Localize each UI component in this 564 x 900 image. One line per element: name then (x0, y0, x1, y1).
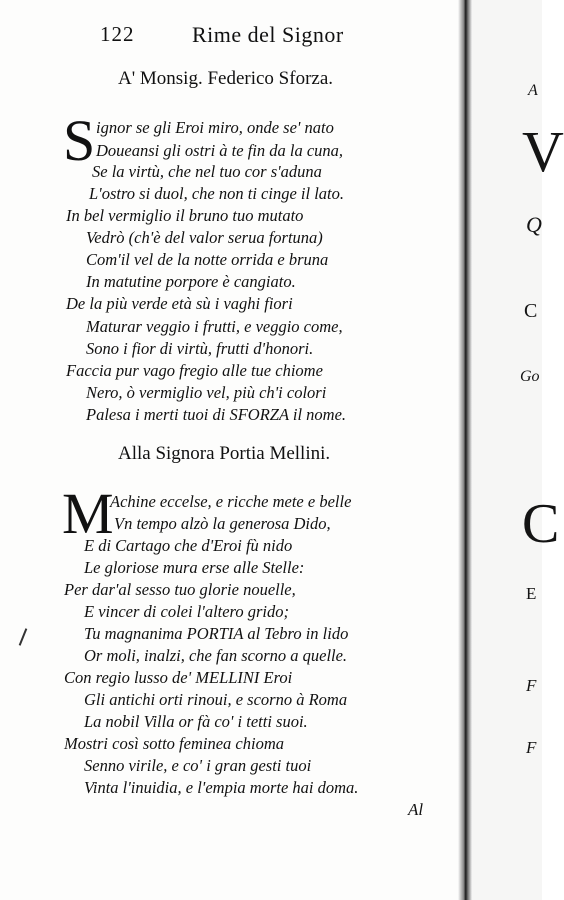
running-title: Rime del Signor (192, 22, 344, 47)
verse-line: Vinta l'inuidia, e l'empia morte hai doma. (84, 778, 359, 797)
verse-line: Con regio lusso de' MELLINI Eroi (64, 668, 293, 687)
page-header (100, 22, 370, 52)
verse-line: Per dar'al sesso tuo glorie nouelle, (64, 580, 296, 599)
facing-page-letter: V (522, 119, 564, 184)
verse-line: Nero, ò vermiglio vel, più ch'i colori (86, 383, 327, 402)
verse-line: Doueansi gli ostri à te fin da la cuna, (96, 141, 344, 160)
verse-line: Vedrò (ch'è del valor serua fortuna) (86, 228, 323, 247)
verse-line: In bel vermiglio il bruno tuo mutato (66, 206, 304, 225)
verse-line: E vincer di colei l'altero grido; (84, 602, 289, 621)
verse-line: De la più verde età sù i vaghi fiori (66, 294, 293, 313)
drop-cap-initial: S (63, 108, 96, 173)
verse-line: Gli antichi orti rinoui, e scorno à Roma (84, 690, 348, 709)
verse-line: Achine eccelse, e ricche mete e belle (110, 492, 352, 511)
facing-page-letter: C (522, 493, 560, 555)
verse-line: Com'il vel de la notte orrida e bruna (86, 250, 329, 269)
verse-line: Maturar veggio i frutti, e veggio come, (86, 317, 343, 336)
verse-line: Le gloriose mura erse alle Stelle: (84, 558, 305, 577)
ink-mark (19, 628, 28, 645)
verse-line: Se la virtù, che nel tuo cor s'aduna (92, 162, 322, 181)
verse-line: Sono i fior di virtù, frutti d'honori. (86, 339, 314, 358)
facing-page-letter: E (526, 584, 537, 603)
facing-page-letter: Go (520, 368, 540, 385)
verse-line: Palesa i merti tuoi di SFORZA il nome. (86, 405, 347, 424)
catchword: Al (408, 800, 424, 819)
facing-page-letter: C (524, 300, 538, 322)
facing-page-letter: A (528, 82, 538, 99)
verse-line: ignor se gli Eroi miro, onde se' nato (96, 118, 334, 137)
poem-title: A' Monsig. Federico Sforza. (118, 68, 334, 89)
verse-line: La nobil Villa or fà co' i tetti suoi. (84, 712, 308, 731)
verse-line: Or moli, inalzi, che fan scorno a quelle. (84, 646, 348, 665)
drop-cap-initial: M (62, 481, 114, 546)
book-gutter (458, 0, 472, 900)
verse-line: E di Cartago che d'Eroi fù nido (84, 536, 293, 555)
poem-title: Alla Signora Portia Mellini. (118, 443, 331, 464)
verse-line: In matutine porpore è cangiato. (86, 272, 296, 291)
verse-line: Faccia pur vago fregio alle tue chiome (66, 361, 323, 380)
verse-line: Vn tempo alzò la generosa Dido, (114, 514, 331, 533)
verse-line: Senno virile, e co' i gran gesti tuoi (84, 756, 312, 775)
verse-line: Mostri così sotto feminea chioma (64, 734, 284, 753)
verse-line: L'ostro si duol, che non ti cinge il lato. (89, 184, 344, 203)
verse-line: Tu magnanima PORTIA al Tebro in lido (84, 624, 349, 643)
facing-page-letter: Q (526, 212, 542, 237)
page-number: 122 (100, 22, 135, 46)
facing-page-letter: F (526, 676, 537, 695)
facing-page-letter: F (526, 738, 537, 757)
